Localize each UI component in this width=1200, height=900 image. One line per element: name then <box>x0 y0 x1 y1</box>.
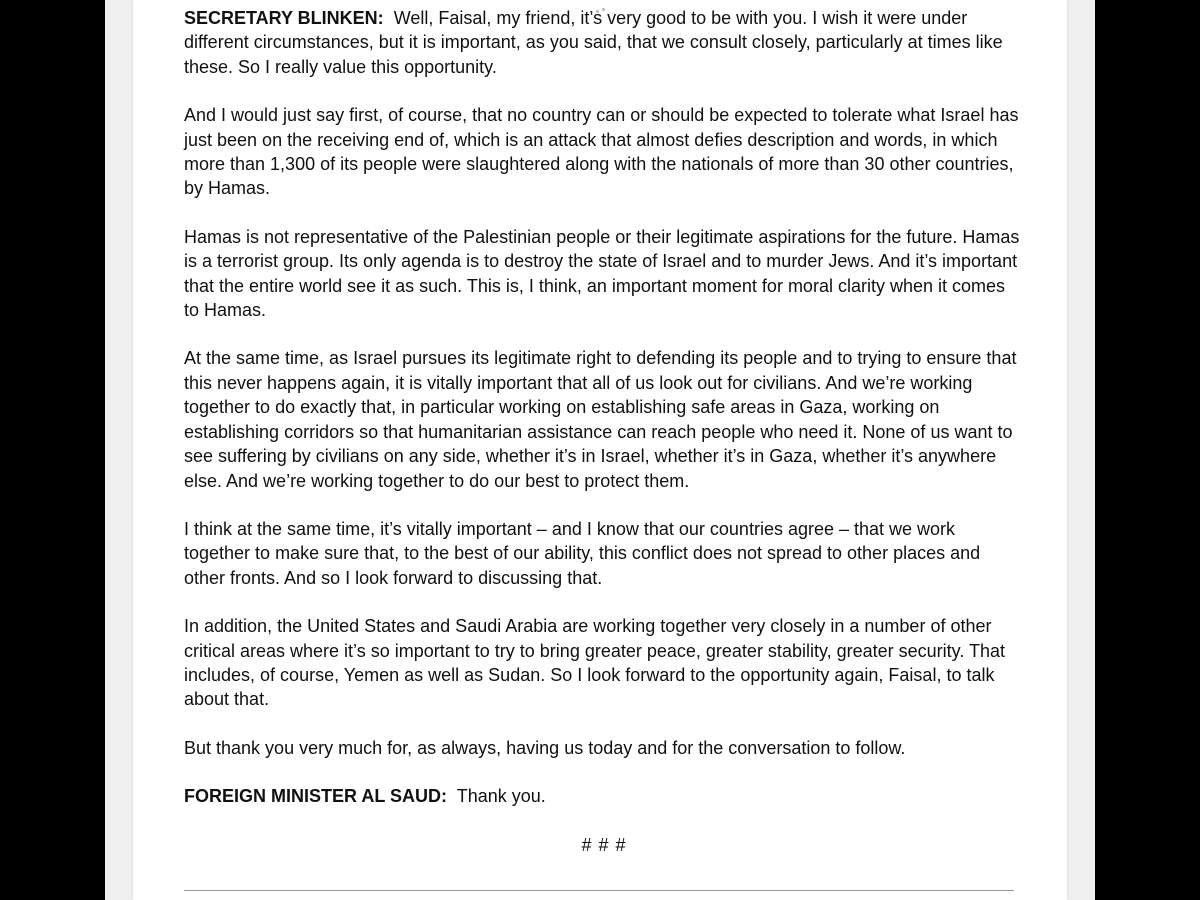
paragraph-blinken-opening <box>184 6 1024 79</box>
speaker-label-al-saud: FOREIGN MINISTER AL SAUD: <box>184 786 448 807</box>
paragraph-hamas: Hamas is not representative of the Palestinian people or their legitimate aspirations for the future. Hamas is a terrorist group. Its only agenda is to destroy the state of Israel and to murder Jews. And it’s important that the entire world see it as such. This is, I think, an important moment for moral clarity when it comes to Hamas. <box>184 226 1020 321</box>
paragraph-text: Thank you. <box>456 786 546 807</box>
transcript-body <box>184 6 1024 881</box>
paragraph-al-saud-reply <box>184 784 1024 808</box>
paragraph-thanks: But thank you very much for, as always, having us today and for the conversation to follow. <box>184 737 906 758</box>
paragraph-civilians: At the same time, as Israel pursues its legitimate right to defending its people and to trying to ensure that this never happens again, it is vitally important that all of us look out for civilians. And we’re working together to do exactly that, in particular working on establishing safe areas in Gaza, working on establishing corridors so that humanitarian assistance can reach people who need it. None of us want to see suffering by civilians on any side, whether it’s in Israel, whether it’s in Gaza, whether it’s anywhere else. And we’re working together to do our best to protect them. <box>184 348 1017 491</box>
paragraph-israel-attack: And I would just say first, of course, that no country can or should be expected to tolerate what Israel has just been on the receiving end of, which is an attack that almost defies description and words, in which more than 1,300 of its people were slaughtered along with the nationals of more than 30 other countries, by Hamas. <box>184 105 1019 199</box>
paragraph-conflict-spread: I think at the same time, it’s vitally important – and I know that our countries agree – that we work together to make sure that, to the best of our ability, this conflict does not spread to other places and other fronts. And so I look forward to discussing that. <box>184 518 981 588</box>
footer-divider <box>184 890 1014 891</box>
paragraph-text: Well, Faisal, my friend, it’s very good to be with you. I wish it were under different circumstances, but it is important, as you said, that we consult closely, particularly at times like these. So I really value this opportunity. <box>184 8 1003 77</box>
paragraph-cooperation: In addition, the United States and Saudi Arabia are working together very closely in a number of other critical areas where it’s so important to try to bring greater peace, greater stability, greater security. That includes, of course, Yemen as well as Sudan. So I look forward to the opportunity again, Faisal, to talk about that. <box>184 616 1006 710</box>
end-mark: # # # <box>581 834 627 855</box>
speaker-label-blinken: SECRETARY BLINKEN: <box>184 8 384 28</box>
